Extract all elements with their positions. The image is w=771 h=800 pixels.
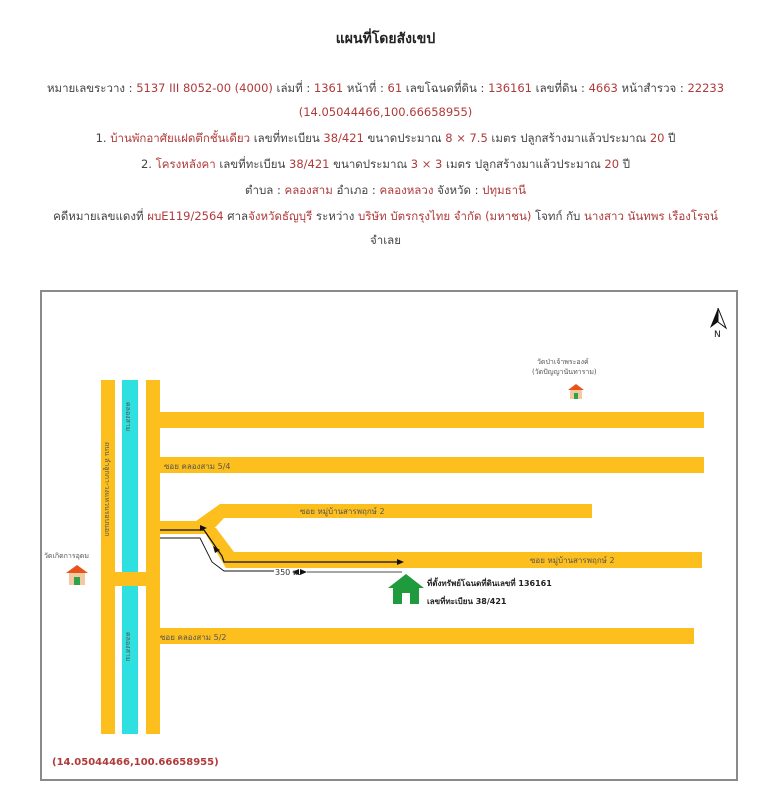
defendant: นางสาว นันทพร เรืองโรจน์ — [584, 209, 718, 223]
label: 1. — [95, 131, 111, 145]
page-number: 61 — [387, 81, 403, 95]
label: หมายเลขระวาง : — [46, 81, 137, 95]
road-saraphruek-upper — [220, 504, 592, 518]
label: เลขที่ดิน : — [531, 81, 589, 95]
road-label-soi-5-2: ซอย คลองสาม 5/2 — [160, 633, 227, 642]
property-label-2: เลขที่ทะเบียน 38/421 — [427, 597, 507, 606]
label: เลขโฉนดที่ดิน : — [402, 81, 489, 95]
map-sheet-number: 5137 III 8052-00 (4000) — [136, 81, 273, 95]
coordinates-text: (14.05044466,100.66658955) — [298, 105, 473, 119]
survey-page: 22233 — [687, 81, 725, 95]
label: เล่มที่ : — [272, 81, 314, 95]
building-2-size: 3 × 3 — [410, 157, 443, 171]
property-label-1: ที่ตั้งทรัพย์โฉนดที่ดินเลขที่ 136161 — [427, 579, 552, 588]
label: ปี — [619, 157, 631, 171]
map-coordinates: (14.05044466,100.66658955) — [52, 757, 219, 768]
canal — [122, 380, 138, 734]
plaintiff: บริษัท บัตรกรุงไทย จำกัด (มหาชน) — [358, 209, 532, 223]
canal-bridge — [101, 572, 160, 586]
building-1-reg: 38/421 — [323, 131, 364, 145]
map-frame — [40, 290, 738, 781]
label: เมตร ปลูกสร้างมาแล้วประมาณ — [487, 131, 650, 145]
road-label-vertical: ถนน ลำลูกกา-วงแหวนรอบนอก — [103, 442, 111, 537]
road-soi-5-2 — [160, 628, 694, 644]
tambon: คลองสาม — [284, 183, 333, 197]
label: หน้าสำรวจ : — [617, 81, 688, 95]
case-line-end: จำเลย — [370, 233, 401, 247]
label: เลขที่ทะเบียน — [215, 157, 289, 171]
distance-arrow-right — [300, 569, 307, 575]
building-2-reg: 38/421 — [289, 157, 330, 171]
canal-label-upper: คลองสาม — [124, 402, 132, 432]
label: หน้าที่ : — [343, 81, 388, 95]
label: จังหวัด : — [433, 183, 483, 197]
page-title: แผนที่โดยสังเขป — [335, 31, 436, 47]
building-1-years: 20 — [649, 131, 665, 145]
label: 2. — [140, 157, 156, 171]
vertical-road-right — [146, 380, 160, 734]
court-name: จังหวัดธัญบุรี — [248, 209, 313, 223]
location-line — [0, 182, 771, 200]
canal-label-lower: คลองสาม — [124, 632, 132, 662]
north-label: N — [714, 330, 721, 340]
road-label-soi-5-4: ซอย คลองสาม 5/4 — [164, 462, 231, 471]
temple-ne-label-1: วัดป่าเจ้าพระองค์ — [537, 358, 589, 366]
parcel-info-line — [0, 80, 771, 98]
land-number: 4663 — [588, 81, 618, 95]
deed-number: 136161 — [488, 81, 532, 95]
label: ศาล — [223, 209, 249, 223]
temple-ne-icon — [568, 384, 584, 399]
map-canvas — [42, 292, 736, 779]
temple-w-label: วัดเกิดการอุดม — [44, 552, 89, 560]
north-arrow-icon — [710, 308, 726, 340]
vertical-road-left — [101, 380, 115, 734]
label: อำเภอ : — [332, 183, 380, 197]
volume-number: 1361 — [313, 81, 344, 95]
distance-label: 350 ม. — [275, 568, 301, 577]
case-line — [0, 208, 771, 226]
road-soi-5-4 — [160, 457, 704, 473]
temple-ne-label-2: (วัดปัญญานันทาราม) — [532, 368, 597, 376]
label: ตำบล : — [245, 183, 285, 197]
building-1-size: 8 × 7.5 — [445, 131, 488, 145]
label: เลขที่ทะเบียน — [250, 131, 324, 145]
road-label-saraphruek-upper: ซอย หมู่บ้านสารพฤกษ์ 2 — [300, 507, 385, 516]
province: ปทุมธานี — [482, 183, 526, 197]
label: ขนาดประมาณ — [363, 131, 446, 145]
label: ปี — [664, 131, 676, 145]
property-house-icon — [388, 574, 424, 604]
road-top — [160, 412, 704, 428]
building-1-name: บ้านพักอาศัยแฝดตึกชั้นเดียว — [110, 131, 251, 145]
road-label-saraphruek-lower: ซอย หมู่บ้านสารพฤกษ์ 2 — [530, 556, 615, 565]
label: โจทก์ กับ — [531, 209, 585, 223]
label: คดีหมายเลขแดงที่ — [53, 209, 148, 223]
temple-w-icon — [66, 565, 88, 585]
amphoe: คลองหลวง — [379, 183, 434, 197]
building-1-line — [0, 130, 771, 148]
case-number: ผบE119/2564 — [147, 209, 224, 223]
building-2-years: 20 — [604, 157, 620, 171]
label: เมตร ปลูกสร้างมาแล้วประมาณ — [442, 157, 605, 171]
building-2-name: โครงหลังคา — [155, 157, 216, 171]
building-2-line — [0, 156, 771, 174]
label: ระหว่าง — [312, 209, 359, 223]
label: ขนาดประมาณ — [329, 157, 411, 171]
